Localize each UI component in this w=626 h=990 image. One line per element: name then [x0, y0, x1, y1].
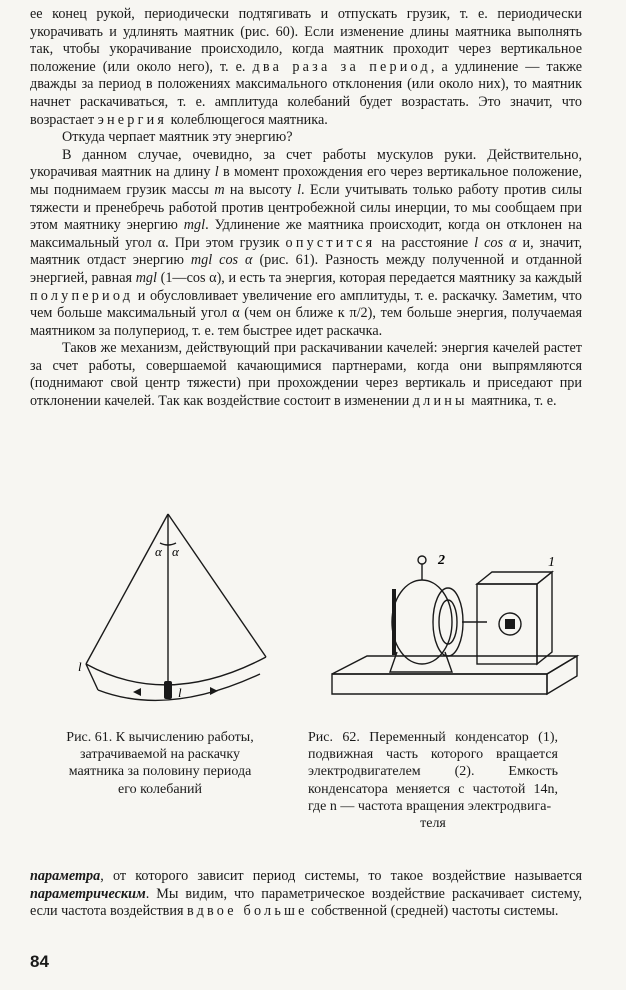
motor-ribbing: [392, 589, 396, 655]
page-body: [30, 6, 583, 832]
l-label-bob: l: [178, 685, 182, 700]
motor-end-cap: [433, 588, 463, 656]
figure-62-caption: Рис. 62. Переменный конденсатор (1), подвижная часть которого вращается электродвигателем (2). Емкость конденсатора меняется с частотой 14n, где n — частота вращения электродвига- теля: [308, 730, 558, 832]
motor-body: [392, 580, 452, 664]
sector-left-edge: [86, 514, 168, 664]
outer-arc: [86, 657, 266, 685]
sector-right-edge: [168, 514, 266, 657]
figures-row: [30, 509, 590, 849]
paragraph-3: В данном случае, очевидно, за счет работы мускулов руки. Действительно, укорачивая маятник на длину l в момент прохождения его через вертикальное положение, мы поднимаем грузик массы m на высоту l. Если учитывать только работу против силы тяжести и пренебречь работой против центробежной силы инерции, то мы сообщаем при этом маятнику энергию mgl. Удлинение же маятника происходит, когда он отклонен на максимальный угол α. При этом грузик опустится на расстояние l cos α и, значит, маятник отдаст энергию mgl cos α (рис. 61). Разность между полученной и отданной энергией, равная mgl (1—cos α), и есть та энергия, которая передается маятнику за каждый полупериод и обусловливает увеличение его амплитуды, т. е. раскачку. Заметим, что чем больше максимальный угол α (чем он ближе к π/2), тем больше энергия, получаемая маятником за полупериод, т. е. тем быстрее идет раскачка.: [30, 146, 583, 339]
paragraph-2: Откуда черпает маятник эту энергию?: [62, 129, 293, 146]
base-plate-top: [332, 656, 577, 674]
paragraph-1: ее конец рукой, периодически подтягивать и отпускать грузик, т. е. периодически укорачивать и удлинять маятник (рис. 60). Если изменение длины маятника выполнять так, чтобы укорачивание происходило, когда маятник проходит через вертикальное положение (или около него), т. е. два раза за период, а удлинение — также дважды за период в положениях максимального отклонения (или около них), то маятник начнет раскачиваться, т. е. амплитуда колебаний будет возрастать. Это значит, что возрастает энергия колеблющегося маятника.: [30, 6, 582, 128]
base-plate-front: [332, 674, 547, 694]
figure-61-pendulum-sector: [38, 509, 308, 721]
figure-61-caption: Рис. 61. К вычислению работы, затрачиваемой на раскачку маятника за половину периода его колебаний: [66, 730, 254, 797]
alpha-label-left: α: [155, 544, 162, 559]
base-plate-side: [547, 656, 577, 694]
label-1: 1: [548, 555, 555, 570]
terminal: [418, 556, 426, 564]
figure-62-motor-capacitor: [312, 544, 587, 714]
pendulum-bob: [164, 681, 172, 699]
alpha-label-right: α: [172, 544, 179, 559]
arc-arrow-left: [133, 688, 141, 696]
arc-arrow-right: [210, 687, 218, 695]
motor-rotor: [439, 600, 457, 644]
paragraph-5: параметра, от которого зависит период системы, то такое воздействие называется параметрическим. Мы видим, что параметрическое воздействие раскачивает систему, если частота воздействия вдвое больше собственной (средней) частоты системы.: [30, 868, 582, 920]
capacitor-top: [477, 572, 552, 584]
capacitor-hub: [505, 619, 515, 629]
page-number: 84: [30, 952, 49, 971]
paragraph-4: Таков же механизм, действующий при раскачивании качелей: энергия качелей растет за счет работы, совершаемой качающимися партнерами, когда они выпрямляются (поднимают свой центр тяжести) при прохождении через вертикаль и приседают при отклонении качелей. Так как воздействие состоит в изменении длины маятника, т. е.: [30, 340, 582, 410]
motor-mount: [390, 652, 452, 672]
label-2: 2: [438, 553, 445, 568]
capacitor-side: [537, 572, 552, 664]
main-text: [30, 6, 582, 411]
l-label-left: l: [78, 659, 82, 674]
bottom-paragraph: [30, 868, 582, 921]
